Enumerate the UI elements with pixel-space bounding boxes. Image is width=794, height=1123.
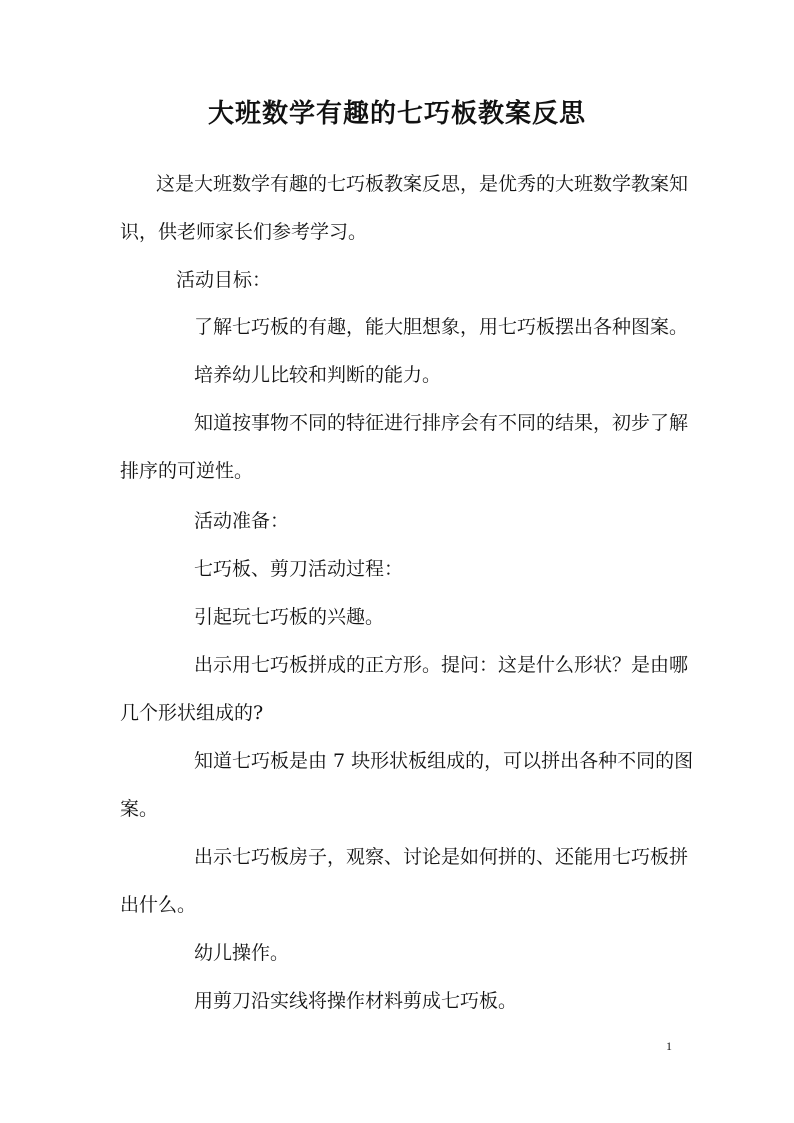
document-title: 大班数学有趣的七巧板教案反思 xyxy=(207,99,586,129)
section-heading: 活动目标： xyxy=(176,269,272,291)
paragraph-line: 这是大班数学有趣的七巧板教案反思，是优秀的大班数学教案知 xyxy=(156,173,689,195)
paragraph-line: 引起玩七巧板的兴趣。 xyxy=(194,606,385,628)
page-number: 1 xyxy=(666,1039,672,1053)
paragraph-line: 了解七巧板的有趣，能大胆想象，用七巧板摆出各种图案。 xyxy=(194,316,689,338)
paragraph-line: 知道七巧板是由 7 块形状板组成的，可以拼出各种不同的图 xyxy=(194,750,694,772)
section-heading: 活动准备： xyxy=(194,510,290,532)
paragraph-line: 用剪刀沿实线将操作材料剪成七巧板。 xyxy=(194,990,518,1012)
paragraph-line: 培养幼儿比较和判断的能力。 xyxy=(194,364,442,386)
paragraph-line: 出示用七巧板拼成的正方形。提问：这是什么形状？是由哪 xyxy=(194,654,689,676)
paragraph-line: 识，供老师家长们参考学习。 xyxy=(120,221,368,243)
paragraph-line: 出示七巧板房子，观察、讨论是如何拼的、还能用七巧板拼 xyxy=(194,846,689,868)
paragraph-line: 出什么。 xyxy=(120,894,197,916)
paragraph-line: 排序的可逆性。 xyxy=(120,460,254,482)
paragraph-line: 案。 xyxy=(120,798,159,820)
paragraph-line: 几个形状组成的? xyxy=(120,702,264,724)
paragraph-line: 知道按事物不同的特征进行排序会有不同的结果，初步了解 xyxy=(194,412,689,434)
paragraph-line: 七巧板、剪刀活动过程： xyxy=(194,558,404,580)
paragraph-line: 幼儿操作。 xyxy=(194,942,290,964)
